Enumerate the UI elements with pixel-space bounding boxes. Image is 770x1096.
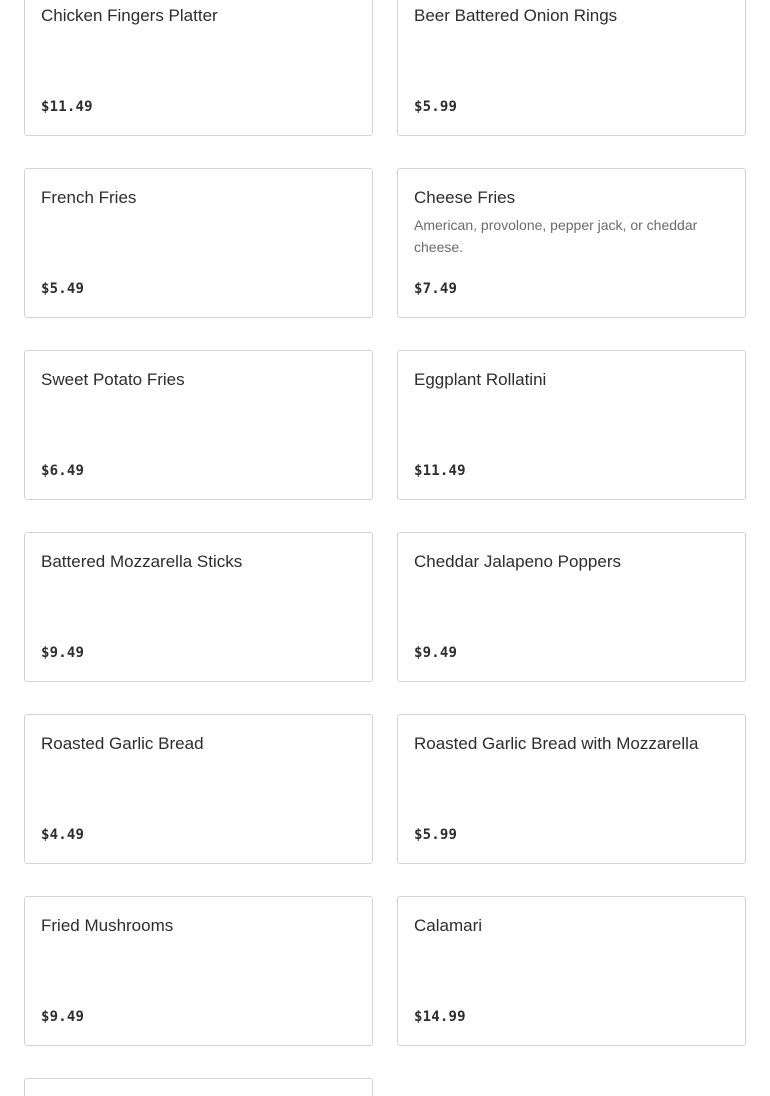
menu-item-price: $5.49 bbox=[41, 281, 85, 297]
menu-item-card[interactable] bbox=[397, 896, 746, 1046]
menu-item-price: $5.99 bbox=[414, 99, 458, 115]
menu-item-name: Battered Mozzarella Sticks bbox=[41, 552, 243, 571]
menu-item-name: Chicken Fingers Platter bbox=[41, 6, 218, 25]
menu-item-card[interactable] bbox=[24, 168, 373, 318]
menu-item-card[interactable] bbox=[24, 532, 373, 682]
menu-item-name: French Fries bbox=[41, 188, 137, 207]
menu-item-name: Beer Battered Onion Rings bbox=[414, 6, 618, 25]
menu-item-name: Cheddar Jalapeno Poppers bbox=[414, 552, 621, 571]
menu-item-name: Cheese Fries bbox=[414, 188, 516, 207]
menu-item-name: Roasted Garlic Bread bbox=[41, 734, 204, 753]
menu-item-card[interactable] bbox=[397, 350, 746, 500]
menu-item-price: $14.99 bbox=[414, 1009, 466, 1025]
menu-item-card[interactable] bbox=[397, 0, 746, 136]
menu-item-card[interactable] bbox=[397, 714, 746, 864]
menu-item-price: $11.49 bbox=[41, 99, 93, 115]
menu-item-price: $11.49 bbox=[414, 463, 466, 479]
menu-item-price: $5.99 bbox=[414, 827, 458, 843]
menu-item-card[interactable] bbox=[24, 896, 373, 1046]
menu-item-name: Fried Mushrooms bbox=[41, 916, 174, 935]
menu-item-name: Sweet Potato Fries bbox=[41, 370, 185, 389]
menu-item-description: American, provolone, pepper jack, or cheddar cheese. bbox=[414, 217, 698, 255]
menu-item-card[interactable] bbox=[397, 168, 746, 318]
menu-item-grid bbox=[24, 0, 746, 1096]
menu-item-name: Roasted Garlic Bread with Mozzarella bbox=[414, 734, 699, 753]
menu-item-card[interactable] bbox=[24, 1078, 373, 1096]
menu-item-price: $7.49 bbox=[414, 281, 458, 297]
menu-item-price: $9.49 bbox=[41, 1009, 85, 1025]
menu-item-card[interactable] bbox=[24, 714, 373, 864]
menu-item-price: $6.49 bbox=[41, 463, 85, 479]
menu-item-card[interactable] bbox=[24, 0, 373, 136]
menu-item-name: Calamari bbox=[414, 916, 483, 935]
menu-item-card[interactable] bbox=[397, 532, 746, 682]
menu-item-card[interactable] bbox=[24, 350, 373, 500]
menu-item-name: Eggplant Rollatini bbox=[414, 370, 547, 389]
menu-item-price: $4.49 bbox=[41, 827, 85, 843]
menu-item-price: $9.49 bbox=[41, 645, 85, 661]
menu-item-price: $9.49 bbox=[414, 645, 458, 661]
